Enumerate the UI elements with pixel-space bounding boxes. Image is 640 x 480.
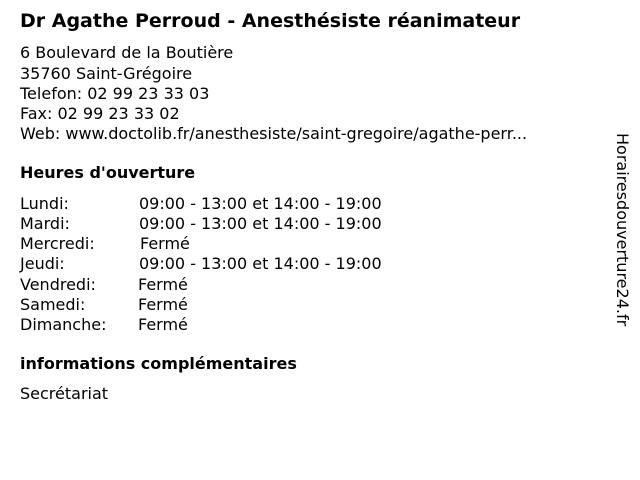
day-hours: 09:00 - 13:00 et 14:00 - 19:00 bbox=[139, 214, 382, 233]
day-label: Jeudi: bbox=[20, 254, 65, 273]
fax-number: Fax: 02 99 23 33 02 bbox=[20, 104, 180, 123]
website-link[interactable]: Web: www.doctolib.fr/anesthesiste/saint-gregoire/agathe-perr... bbox=[20, 124, 528, 143]
day-hours: 09:00 - 13:00 et 14:00 - 19:00 bbox=[139, 254, 382, 273]
day-label: Lundi: bbox=[20, 194, 69, 213]
address-street: 6 Boulevard de la Boutière bbox=[20, 43, 234, 62]
opening-hours-heading: Heures d'ouverture bbox=[20, 163, 196, 182]
day-hours: Fermé bbox=[140, 234, 190, 253]
site-watermark: Horairesdouverture24.fr bbox=[613, 133, 632, 327]
day-label: Mercredi: bbox=[20, 234, 95, 253]
day-label: Mardi: bbox=[20, 214, 70, 233]
day-label: Samedi: bbox=[20, 295, 86, 314]
day-label: Dimanche: bbox=[20, 315, 107, 334]
day-label: Vendredi: bbox=[20, 275, 96, 294]
business-title: Dr Agathe Perroud - Anesthésiste réanimateur bbox=[20, 10, 521, 32]
day-hours: Fermé bbox=[138, 295, 188, 314]
day-hours: 09:00 - 13:00 et 14:00 - 19:00 bbox=[139, 194, 382, 213]
additional-info-text: Secrétariat bbox=[20, 384, 109, 403]
day-hours: Fermé bbox=[138, 315, 188, 334]
additional-info-heading: informations complémentaires bbox=[20, 354, 297, 373]
day-hours: Fermé bbox=[138, 275, 188, 294]
address-city: 35760 Saint-Grégoire bbox=[20, 64, 193, 83]
phone-number: Telefon: 02 99 23 33 03 bbox=[20, 84, 210, 103]
